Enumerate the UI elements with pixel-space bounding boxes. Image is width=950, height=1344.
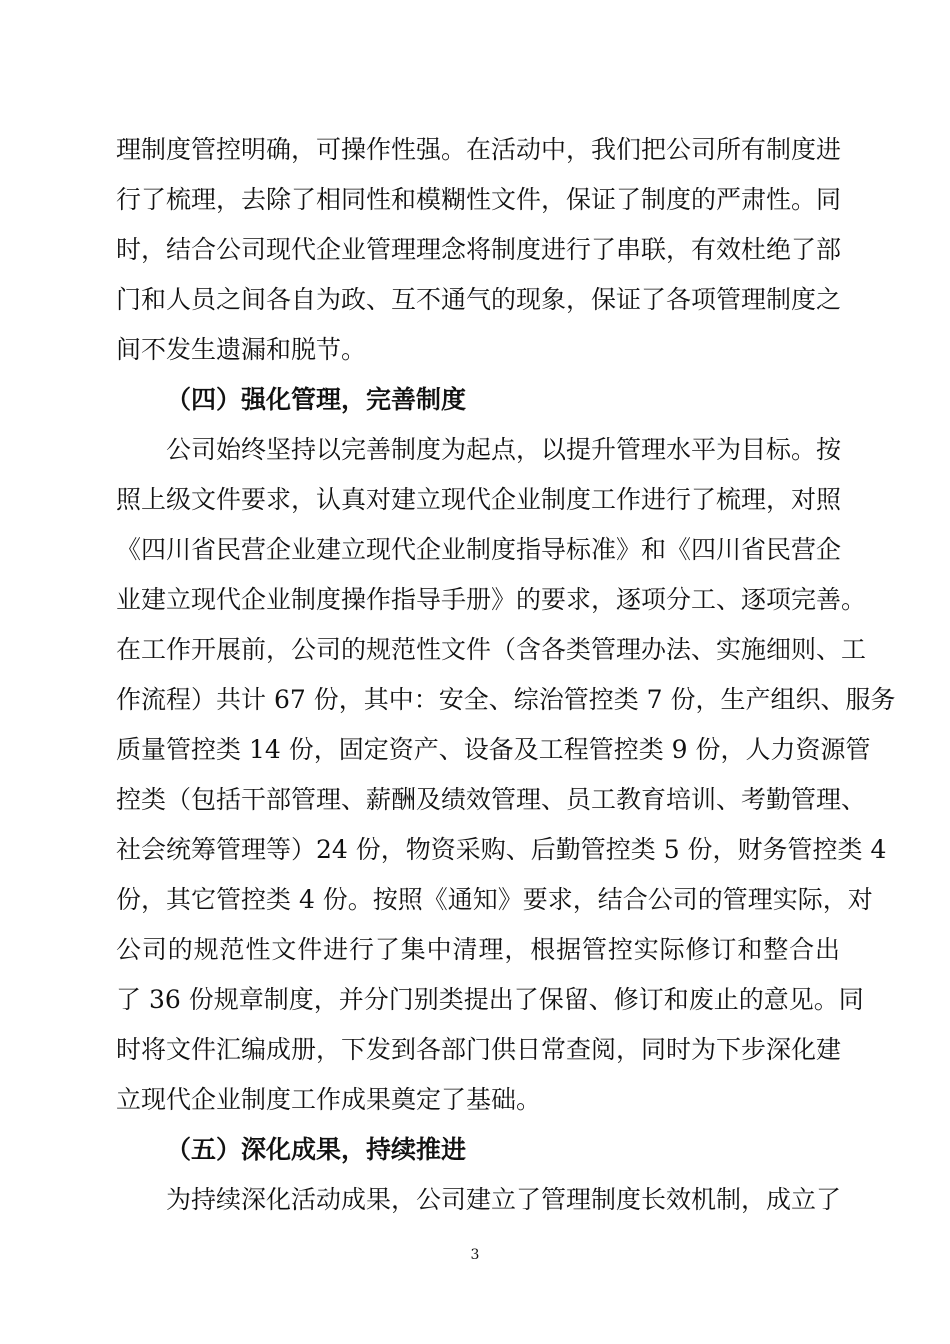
paragraph-line: 社会统筹管理等）24 份，物资采购、后勤管控类 5 份，财务管控类 4 (116, 835, 887, 864)
paragraph-line: 理制度管控明确，可操作性强。在活动中，我们把公司所有制度进 (116, 135, 842, 164)
paragraph-line: 门和人员之间各自为政、互不通气的现象，保证了各项管理制度之 (116, 285, 842, 314)
paragraph-line: 业建立现代企业制度操作指导手册》的要求，逐项分工、逐项完善。 (116, 585, 867, 614)
paragraph-line: 照上级文件要求，认真对建立现代企业制度工作进行了梳理，对照 (116, 485, 842, 514)
paragraph-line: 公司的规范性文件进行了集中清理，根据管控实际修订和整合出 (116, 935, 840, 964)
page-number: 3 (470, 1247, 480, 1263)
paragraph-line: 时将文件汇编成册，下发到各部门供日常查阅，同时为下步深化建 (116, 1035, 842, 1064)
paragraph-line: 公司始终坚持以完善制度为起点，以提升管理水平为目标。按 (166, 435, 842, 464)
paragraph-line: 行了梳理，去除了相同性和模糊性文件，保证了制度的严肃性。同 (116, 185, 842, 214)
paragraph-line: 立现代企业制度工作成果奠定了基础。 (116, 1085, 542, 1114)
section-heading-4: （四）强化管理，完善制度 (166, 385, 467, 414)
paragraph-line: 作流程）共计 67 份，其中：安全、综治管控类 7 份，生产组织、服务 (116, 685, 896, 714)
section-heading-5: （五）深化成果，持续推进 (166, 1135, 467, 1164)
paragraph-line: 控类（包括干部管理、薪酬及绩效管理、员工教育培训、考勤管理、 (116, 785, 867, 814)
paragraph-line: 为持续深化活动成果，公司建立了管理制度长效机制，成立了 (166, 1185, 842, 1214)
paragraph-line: 了 36 份规章制度，并分门别类提出了保留、修订和废止的意见。同 (116, 985, 864, 1014)
paragraph-line: 间不发生遗漏和脱节。 (116, 335, 367, 364)
paragraph-line: 份，其它管控类 4 份。按照《通知》要求，结合公司的管理实际，对 (116, 885, 873, 914)
paragraph-line: 在工作开展前，公司的规范性文件（含各类管理办法、实施细则、工 (116, 635, 867, 664)
paragraph-line: 《四川省民营企业建立现代企业制度指导标准》和《四川省民营企 (116, 535, 842, 564)
paragraph-line: 时，结合公司现代企业管理理念将制度进行了串联，有效杜绝了部 (116, 235, 842, 264)
paragraph-line: 质量管控类 14 份，固定资产、设备及工程管控类 9 份，人力资源管 (116, 735, 871, 764)
